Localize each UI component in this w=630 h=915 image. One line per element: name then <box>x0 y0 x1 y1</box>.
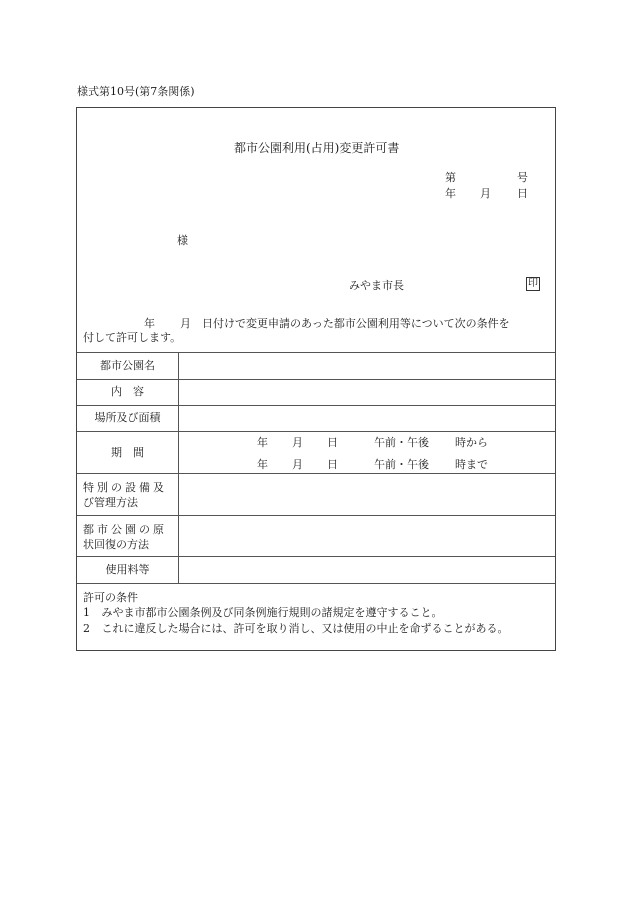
label-special-facilities <box>83 480 167 510</box>
addressee-suffix: 様 <box>177 234 188 247</box>
label-restoration-line1: 都市公園の原 <box>83 523 167 536</box>
condition-text: これに違反した場合には、許可を取り消し、又は使用の中止を命ずることがある。 <box>101 622 509 635</box>
issuer-name: みやま市長 <box>349 279 404 292</box>
body-text-line1: 日付けで変更申請のあった都市公園利用等について次の条件を <box>202 317 510 330</box>
label-period: 期 間 <box>111 446 144 459</box>
row-divider <box>77 379 555 380</box>
period-to-month: 月 <box>292 458 303 471</box>
label-park-name: 都市公園名 <box>100 359 155 372</box>
date-year: 年 <box>445 187 456 200</box>
period-to-day: 日 <box>327 458 338 471</box>
row-divider <box>77 583 555 584</box>
period-from-month: 月 <box>292 436 303 449</box>
period-from-ampm: 午前・午後 <box>374 436 429 449</box>
period-to-year: 年 <box>257 458 268 471</box>
period-from-year: 年 <box>257 436 268 449</box>
condition-item <box>83 607 443 618</box>
form-title: 都市公園利用(占用)変更許可書 <box>234 141 400 155</box>
permit-form <box>76 107 556 651</box>
label-special-facilities-line1: 特別の設備及 <box>83 481 167 494</box>
row-divider <box>77 405 555 406</box>
period-from-day: 日 <box>327 436 338 449</box>
seal-mark: 印 <box>528 278 538 289</box>
date-month: 月 <box>480 187 491 200</box>
row-divider <box>77 473 555 474</box>
body-month: 月 <box>180 317 191 330</box>
body-text-line2: 付して許可します。 <box>83 331 182 344</box>
label-location-area: 場所及び面積 <box>94 411 161 424</box>
period-to-time: 時まで <box>455 458 488 471</box>
row-divider <box>77 515 555 516</box>
label-fees: 使用料等 <box>105 563 150 576</box>
label-special-facilities-line2: び管理方法 <box>83 496 138 509</box>
label-content: 内 容 <box>111 385 144 398</box>
form-number: 様式第10号(第7条関係) <box>77 85 195 98</box>
period-from-time: 時から <box>455 436 488 449</box>
body-year: 年 <box>144 317 155 330</box>
doc-number-prefix: 第 <box>445 171 456 184</box>
condition-number: 1 <box>83 606 90 619</box>
date-day: 日 <box>517 187 528 200</box>
period-to-ampm: 午前・午後 <box>374 458 429 471</box>
condition-text: みやま市都市公園条例及び同条例施行規則の諸規定を遵守すること。 <box>101 606 443 619</box>
column-divider <box>178 352 179 583</box>
row-divider <box>77 352 555 353</box>
conditions-heading: 許可の条件 <box>83 591 138 604</box>
row-divider <box>77 431 555 432</box>
label-restoration-line2: 状回復の方法 <box>83 538 149 551</box>
condition-number: 2 <box>83 622 90 635</box>
row-divider <box>77 556 555 557</box>
label-restoration <box>83 522 167 552</box>
doc-number-suffix: 号 <box>517 171 528 184</box>
condition-item <box>83 623 509 634</box>
